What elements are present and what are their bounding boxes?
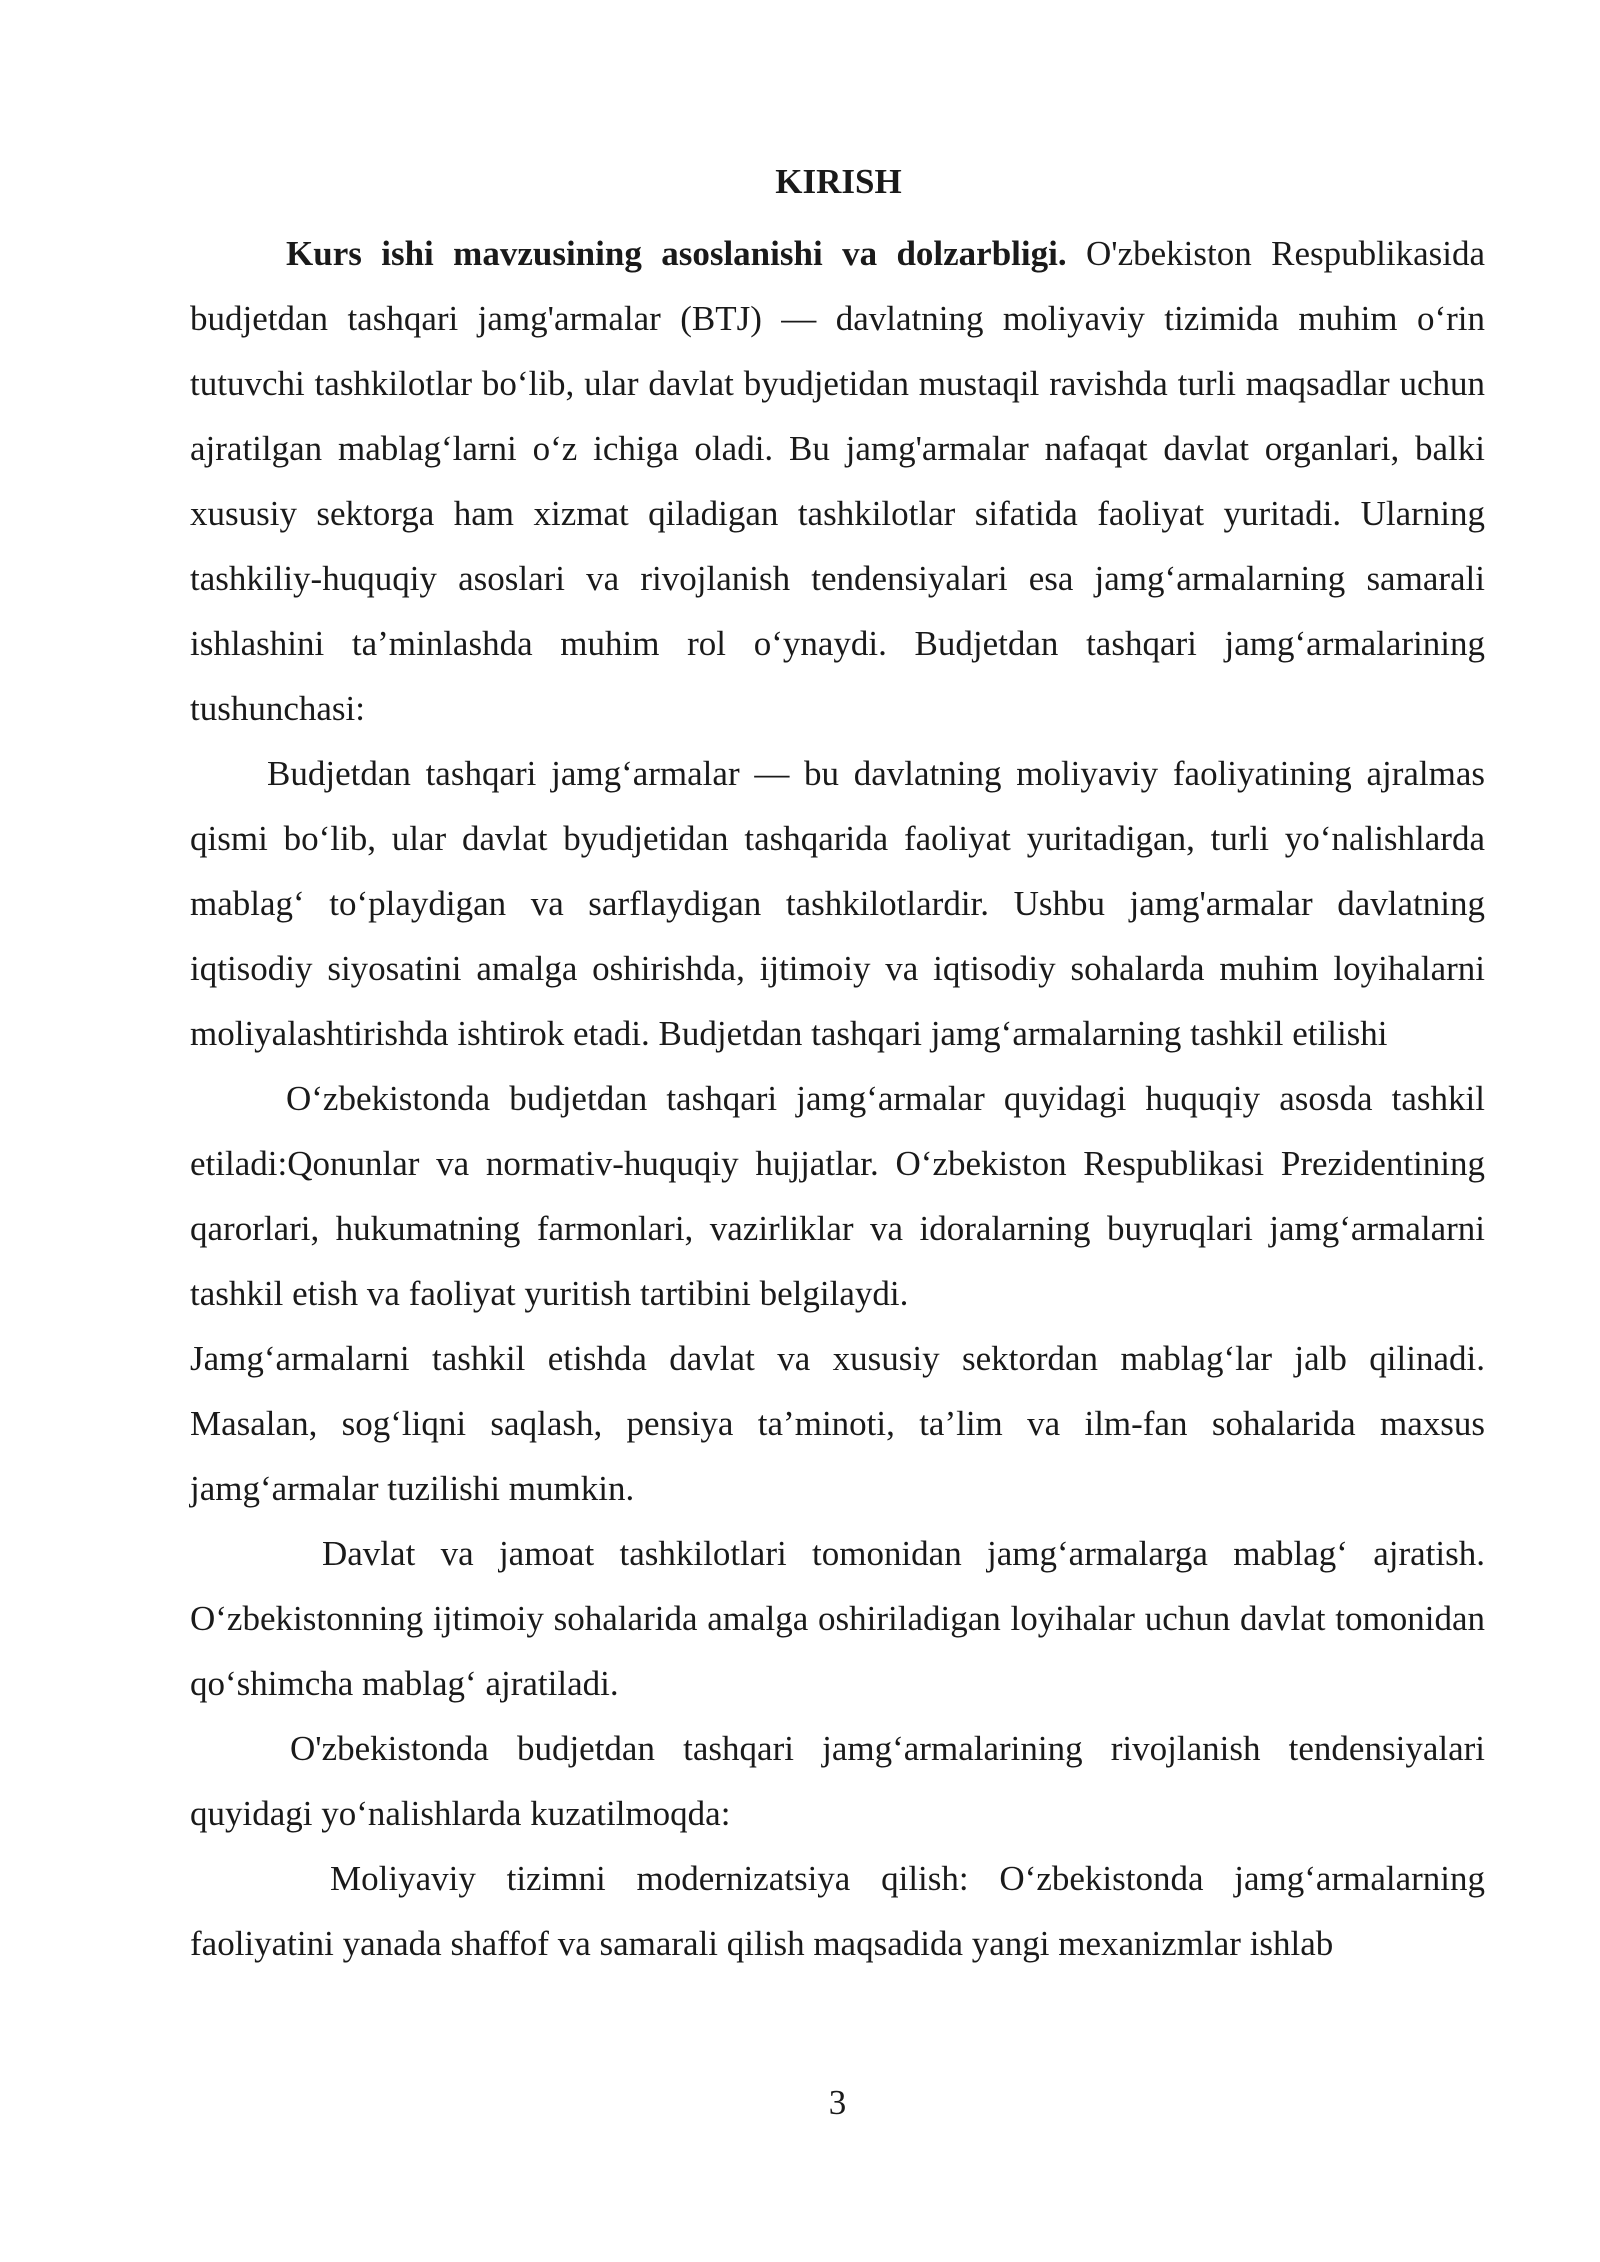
page-body	[190, 156, 1485, 1976]
intro-paragraph	[190, 221, 1485, 741]
paragraph-text: O'zbekiston Respublikasida budjetdan tashqari jamg'armalar (BTJ) — davlatning moliyaviy tizimida muhim o‘rin tutuvchi tashkilotlar bo‘lib, ular davlat byudjetidan mustaqil ravishda turli maqsadlar uchun ajratilgan mablag‘larni o‘z ichiga oladi. Bu jamg'armalar nafaqat davlat organlari, balki xususiy sektorga ham xizmat qiladigan tashkilotlar sifatida faoliyat yuritadi. Ularning tashkiliy-huquqiy asoslari va rivojlanish tendensiyalari esa jamg‘armalarning samarali ishlashini ta’minlashda muhim rol o‘ynaydi. Budjetdan tashqari jamg‘armalarining tushunchasi:	[190, 234, 1485, 728]
trends-paragraph: O'zbekistonda budjetdan tashqari jamg‘armalarining rivojlanish tendensiyalari quyidagi yo‘nalishlarda kuzatilmoqda:	[190, 1729, 1485, 1833]
paragraph-lead: Kurs ishi mavzusining asoslanishi va dolzarbligi.	[286, 234, 1067, 273]
allocation-paragraph: Davlat va jamoat tashkilotlari tomonidan jamg‘armalarga mablag‘ ajratish. O‘zbekistonning ijtimoiy sohalarida amalga oshiriladigan loyihalar uchun davlat tomonidan qo‘shimcha mablag‘ ajratiladi.	[190, 1534, 1485, 1703]
funding-sources-paragraph: Jamg‘armalarni tashkil etishda davlat va xususiy sektordan mablag‘lar jalb qilinadi. Masalan, sog‘liqni saqlash, pensiya ta’minoti, ta’lim va ilm-fan sohalarida maxsus jamg‘armalar tuzilishi mumkin.	[190, 1339, 1485, 1508]
page-number: 3	[828, 2083, 847, 2122]
modernization-paragraph: Moliyaviy tizimni modernizatsiya qilish: O‘zbekistonda jamg‘armalarning faoliyatini yanada shaffof va samarali qilish maqsadida yangi mexanizmlar ishlab	[190, 1859, 1485, 1963]
legal-basis-paragraph: O‘zbekistonda budjetdan tashqari jamg‘armalar quyidagi huquqiy asosda tashkil etiladi:Qonunlar va normativ-huquqiy hujjatlar. O‘zbekiston Respublikasi Prezidentining qarorlari, hukumatning farmonlari, vazirliklar va idoralarning buyruqlari jamg‘armalarni tashkil etish va faoliyat yuritish tartibini belgilaydi.	[190, 1079, 1485, 1313]
page-title: KIRISH	[775, 162, 902, 201]
definition-paragraph: Budjetdan tashqari jamg‘armalar — bu davlatning moliyaviy faoliyatining ajralmas qismi bo‘lib, ular davlat byudjetidan tashqarida faoliyat yuritadigan, turli yo‘nalishlarda mablag‘ to‘playdigan va sarflaydigan tashkilotlardir. Ushbu jamg'armalar davlatning iqtisodiy siyosatini amalga oshirishda, ijtimoiy va iqtisodiy sohalarda muhim loyihalarni moliyalashtirishda ishtirok etadi. Budjetdan tashqari jamg‘armalarning tashkil etilishi	[190, 754, 1485, 1053]
